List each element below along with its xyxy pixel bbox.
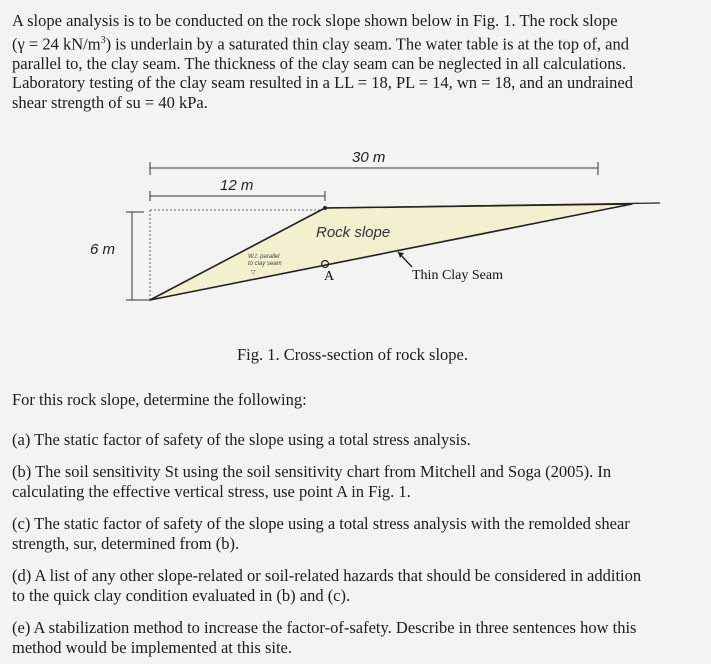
question-e-line-2: method would be implemented at this site. [12,638,292,657]
dim-label-12m: 12 m [220,177,254,194]
water-table-symbol: ▽ [251,270,256,276]
question-d-line-1: (d) A list of any other slope-related or soil-related hazards that should be considered in addition [12,566,642,585]
question-c-line-2: strength, sur, determined from (b). [12,534,240,553]
question-b-line-2: calculating the effective vertical stress, use point A in Fig. 1. [12,482,411,501]
problem-line-1: A slope analysis is to be conducted on the rock slope shown below in Fig. 1. The rock slope [12,11,618,30]
figure-caption: Fig. 1. Cross-section of rock slope. [237,345,468,364]
prompt-text: For this rock slope, determine the following: [12,390,307,409]
thin-clay-seam-label: Thin Clay Seam [412,268,503,283]
water-table-note-1: W.t. parallel [248,254,280,260]
water-table-note-2: to clay seam [248,261,282,267]
rock-slope-wedge [150,204,632,300]
rock-slope-label: Rock slope [316,224,391,241]
crest-point [323,206,327,210]
dim-label-6m: 6 m [90,241,116,258]
problem-line-4: Laboratory testing of the clay seam resulted in a LL = 18, PL = 14, wn = 18, and an undrained [12,73,633,92]
question-e-line-1: (e) A stabilization method to increase the factor-of-safety. Describe in three sentences how this [12,618,637,637]
question-c-line-1: (c) The static factor of safety of the slope using a total stress analysis with the remolded shear [12,514,630,533]
problem-line-2: (γ = 24 $kN/m^3$) is underlain by a saturated thin clay seam. The water table is at the top of, and [12,34,629,53]
dim-label-30m: 30 m [352,149,386,166]
question-d-line-2: to the quick clay condition evaluated in (b) and (c). [12,586,351,605]
question-a: (a) The static factor of safety of the slope using a total stress analysis. [12,430,471,449]
problem-line-3: parallel to, the clay seam. The thickness of the clay seam can be neglected in all calculations. [12,53,627,73]
problem-line-5: shear strength of su = 40 kPa. [12,92,208,112]
point-a-label: A [324,269,335,284]
question-b-line-1: (b) The soil sensitivity St using the soil sensitivity chart from Mitchell and Soga (2005). In [12,462,612,481]
